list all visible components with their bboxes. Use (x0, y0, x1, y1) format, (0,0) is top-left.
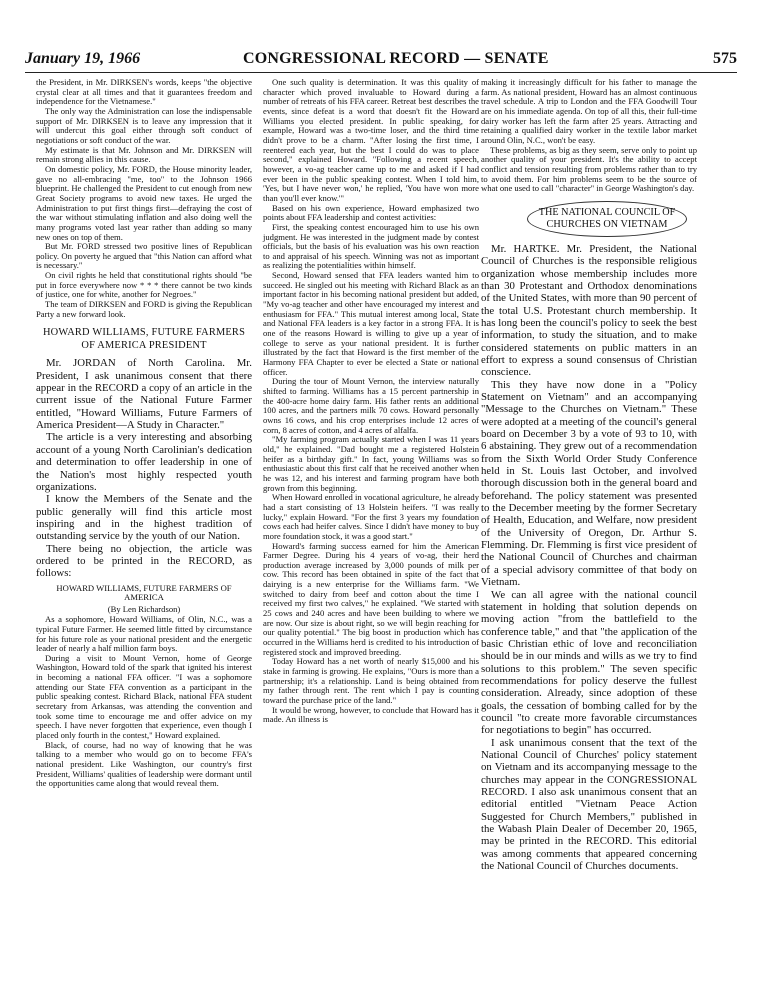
paragraph: I ask unanimous consent that the text of the National Council of Churches' policy statement on Vietnam and its accompanying message to the churches may appear in the CONGRESSIONAL RECORD. I also ask unanimous consent that an editorial entitled "Vietnam Peace Action Suggested for Church Members," published in the Wabash Plain Dealer of December 20, 1965, may be printed in the RECORD. This editorial was among comments that appeared concerning the National Council of Churches documents. (481, 736, 697, 873)
paragraph: But Mr. FORD stressed two positive lines of Republican policy. On poverty he argued that "this Nation can afford what is necessary." (36, 241, 252, 271)
paragraph: On domestic policy, Mr. FORD, the House minority leader, gave no all-embracing "me, too" to the Johnson 1966 blueprint. He challenged the President to cut enough from new Great Society programs to avoid new taxes. He urged the Administration to put first things first—defraying the cost of the war without stimulating inflation and also doing well the many programs voted last year rather than adding so many new ones on top of them. (36, 163, 252, 242)
paragraph: "My farming program actually started when I was 11 years old," he explained. "Dad bought me a registered Holstein heifer as a birthday gift." In fact, young Williams was so enthusiastic about this first calf that he received another when he was 12, and his interest and farming program have both grown from this beginning. (263, 434, 479, 493)
page-header (25, 50, 737, 74)
article-byline: (By Len Richardson) (107, 604, 181, 615)
paragraph: These problems, as big as they seem, serve only to point up another quality of your president. It's the ability to accept conflict and tension resulting from problems rather than to try to avoid them. For him problems seem to be the source of what one used to call "character" in George Washington's day. (481, 144, 697, 194)
paragraph: We can all agree with the national council statement in holding that solution depends on moving action "from the battlefield to the conference table," and that "the application of the basic Christian ethic of love and reconciliation should be in our minds and wills as we try to find solutions to this problem." The seven specific recommendations for policy deserve the fullest consideration. Already, since adoption of these goals, the cessation of bombing called for by the council "to create more favorable circumstances for negotiations to begin" has occurred. (481, 588, 697, 737)
paragraph: This they have now done in a "Policy Statement on Vietnam" and an accompanying "Message to the Churches on Vietnam." These were adopted at a meeting of the council's general board on December 3 by a vote of 93 to 10, with 6 abstaining. They grew out of a recommendation from the Sixth World Order Study Conference held in St. Louis last October, and involved thorough discussion both in the general board and beforehand. The policy statement was presented to the December meeting by the former Secretary of Health, Education, and Welfare, now president of the University of Oregon, Dr. Arthur S. Flemming. Dr. Flemming is first vice president of the National Council of Churches and chairman of a special advisory committee of that body on Vietnam. (481, 378, 697, 589)
paragraph: Mr. HARTKE. Mr. President, the National Council of Churches is the responsible religious organization whose membership includes more than 30 Protestant and Orthodox denominations of the United States, with more than 90 percent of the total U.S. Protestant church membership. It has long been the council's policy to seek the best information, to study the situation, and to make considered statements on public matters in an effort to express a sound consensus of Christian conscience. (481, 242, 697, 379)
paragraph: First, the speaking contest encouraged him to use his own judgment. He was interested in the judgment made by contest officials, but the basis of his evaluation was his own reaction to and appraisal of his speech. Winning was not as important as realizing the potentialities within himself. (263, 221, 479, 271)
paragraph: Mr. JORDAN of North Carolina. Mr. President, I ask unanimous consent that there appear in the RECORD a copy of an article in the current issue of the National Future Farmer entitled, "Howard Williams, Future Farmers of America President—A Study in Character." (36, 357, 252, 432)
paragraph: The team of DIRKSEN and FORD is giving the Republican Party a new forward look. (36, 299, 252, 319)
paragraph: The article is a very interesting and absorbing account of a young North Carolinian's dedication and determination to offer leadership in one of the Nation's most highly respected youth organizations. (36, 431, 252, 493)
column-2 (263, 78, 479, 725)
paragraph: Today Howard has a net worth of nearly $15,000 and his stake in farming is growing. He explains, "Ours is more than a partnership; it's a relationship. Land is being obtained from my father through rent. The rent which I pay is counting toward the purchase price of the land." (263, 656, 479, 705)
circled-section-heading (527, 201, 687, 237)
column-1 (36, 78, 252, 789)
column-3 (481, 78, 697, 872)
paragraph: During a visit to Mount Vernon, home of George Washington, Howard told of the spark that ignited his interest in becoming a national FFA officer. "I was a sophomore attending our State FFA convention as a participant in the public speaking contest. Richard Black, national FFA student secretary from Arkansas, was attending the convention and took some time to encourage me and offer advice on my speech. I have never forgotten that experience, even though I placed only fourth in the contest," Howard explained. (36, 652, 252, 741)
paragraph: The only way the Administration can lose the indispensable support of Mr. DIRKSEN is to leave any impression that it will undercut this goal either through soft conduct of negotiations or soft conduct of the war. (36, 105, 252, 145)
section-heading: THE NATIONAL COUNCIL OF CHURCHES ON VIETNAM (538, 206, 676, 230)
paragraph: Howard's farming success earned for him the American Farmer Degree. During his 4 years of vo-ag, their herd production average increased by 3,000 pounds of milk per cow. This record has been obtained in spite of the fact that dairying is a new enterprise for the Williams farm. "We switched to dairy from beef and cotton about the time I received my first two calves," he explained. "We started with 25 cows and 240 acres and have been building to where we are now. Our size is about right, so we will begin reaching for our quality potential." The big boost in production which has occurred in the Williams herd is credited to his introduction of registered stock and improved breeding. (263, 540, 479, 657)
paragraph: making it increasingly difficult for his father to manage the farm. As national president, Howard has an almost continuous travel schedule. A trip to London and the FFA Goodwill Tour are on his immediate agenda. On top of all this, their full-time dairy worker has left the farm after 25 years. Attracting and retaining a qualified dairy worker in the textile labor market around Olin, N.C., won't be easy. (481, 77, 697, 145)
paragraph: Second, Howard sensed that FFA leaders wanted him to succeed. He singled out his meeting with Richard Black as an important factor in his becoming national president but added, "My vo-ag teacher and other have encouraged my interest and enthusiasm for FFA." This mutual interest among local, State and National FFA leaders is a key factor in a strong FFA. It is one of the reasons Howard is willing to give up a year of college to serve as your national president. It is further illustrated by the fact that Howard is the first member of the Harmony FFA Chapter to ever be elected a State or national officer. (263, 270, 479, 377)
paragraph: As a sophomore, Howard Williams, of Olin, N.C., was a typical Future Farmer. He seemed little fitted by circumstance for his future role as your national president and the energetic leader of nearly a half million farm boys. (36, 614, 252, 654)
paragraph: When Howard enrolled in vocational agriculture, he already had a start consisting of 13 Holstein heifers. "I was really lucky," explain Howard. "For the first 3 years my foundation cows each had heifer calves. Since I didn't have money to buy more foundation stock, it was a good start." (263, 492, 479, 541)
paragraph: There being no objection, the article was ordered to be printed in the RECORD, as follows: (36, 542, 252, 580)
paragraph: Based on his own experience, Howard emphasized two points about FFA leadership and contest activities: (263, 202, 479, 223)
paragraph: the President, in Mr. DIRKSEN's words, keeps "the objective crystal clear at all times and that it guarantees freedom and independence for the Vietnamese." (36, 77, 252, 107)
page-date: January 19, 1966 (25, 50, 141, 67)
paragraph: During the tour of Mount Vernon, the interview naturally shifted to farming. Williams has a 15 percent partnership in the 400-acre home dairy farm. His father rents an additional 100 acres, and the partners milk 70 cows. Howard personally owns 16 cows, and his crop enterprises include 12 acres of corn, 8 acres of cotton, and 4 acres of alfalfa. (263, 376, 479, 435)
paragraph: I know the Members of the Senate and the public generally will find this article most inspiring and in the highest tradition of outstanding service by the youth of our Nation. (36, 493, 252, 543)
paragraph: Black, of course, had no way of knowing that he was talking to a member who would go on to become FFA's national president. Like Washington, our country's first President, Williams' qualities of leadership were dormant until the opportunities came along that would reveal them. (36, 739, 252, 789)
page-title: CONGRESSIONAL RECORD — SENATE (243, 50, 549, 67)
paragraph: On civil rights he held that constitutional rights should "be put in force everywhere now * * * there cannot be two kinds of justice, one for white, another for Negroes." (36, 270, 252, 300)
section-heading: HOWARD WILLIAMS, FUTURE FARMERS OF AMERICA PRESIDENT (42, 327, 246, 351)
page-number: 575 (713, 50, 737, 67)
paragraph: My estimate is that Mr. Johnson and Mr. DIRKSEN will remain strong allies in this cause. (36, 144, 252, 165)
header-rule (25, 72, 737, 73)
paragraph: One such quality is determination. It was this quality of character which proved invaluable to Howard during a number of retreats of his FFA career. Retreat best describes the events, since defeat is a word that doesn't fit the Howard Williams you elected president. In public speaking, for example, Howard was a two-time loser, and the third time didn't prove to be a charm. "After losing the first time, I reentered each year, but the best I could do was to place second," explained Howard. "Following a recent speech, however, a vo-ag teacher came up to me and asked if I had ever been in the public speaking contest. When I told him, 'Yes, but I have never won,' he replied, 'You have won more than you'll ever know.'" (263, 77, 479, 203)
article-title: HOWARD WILLIAMS, FUTURE FARMERS OF AMERICA (56, 582, 232, 603)
paragraph: It would be wrong, however, to conclude that Howard has it made. An illness is (263, 704, 479, 725)
